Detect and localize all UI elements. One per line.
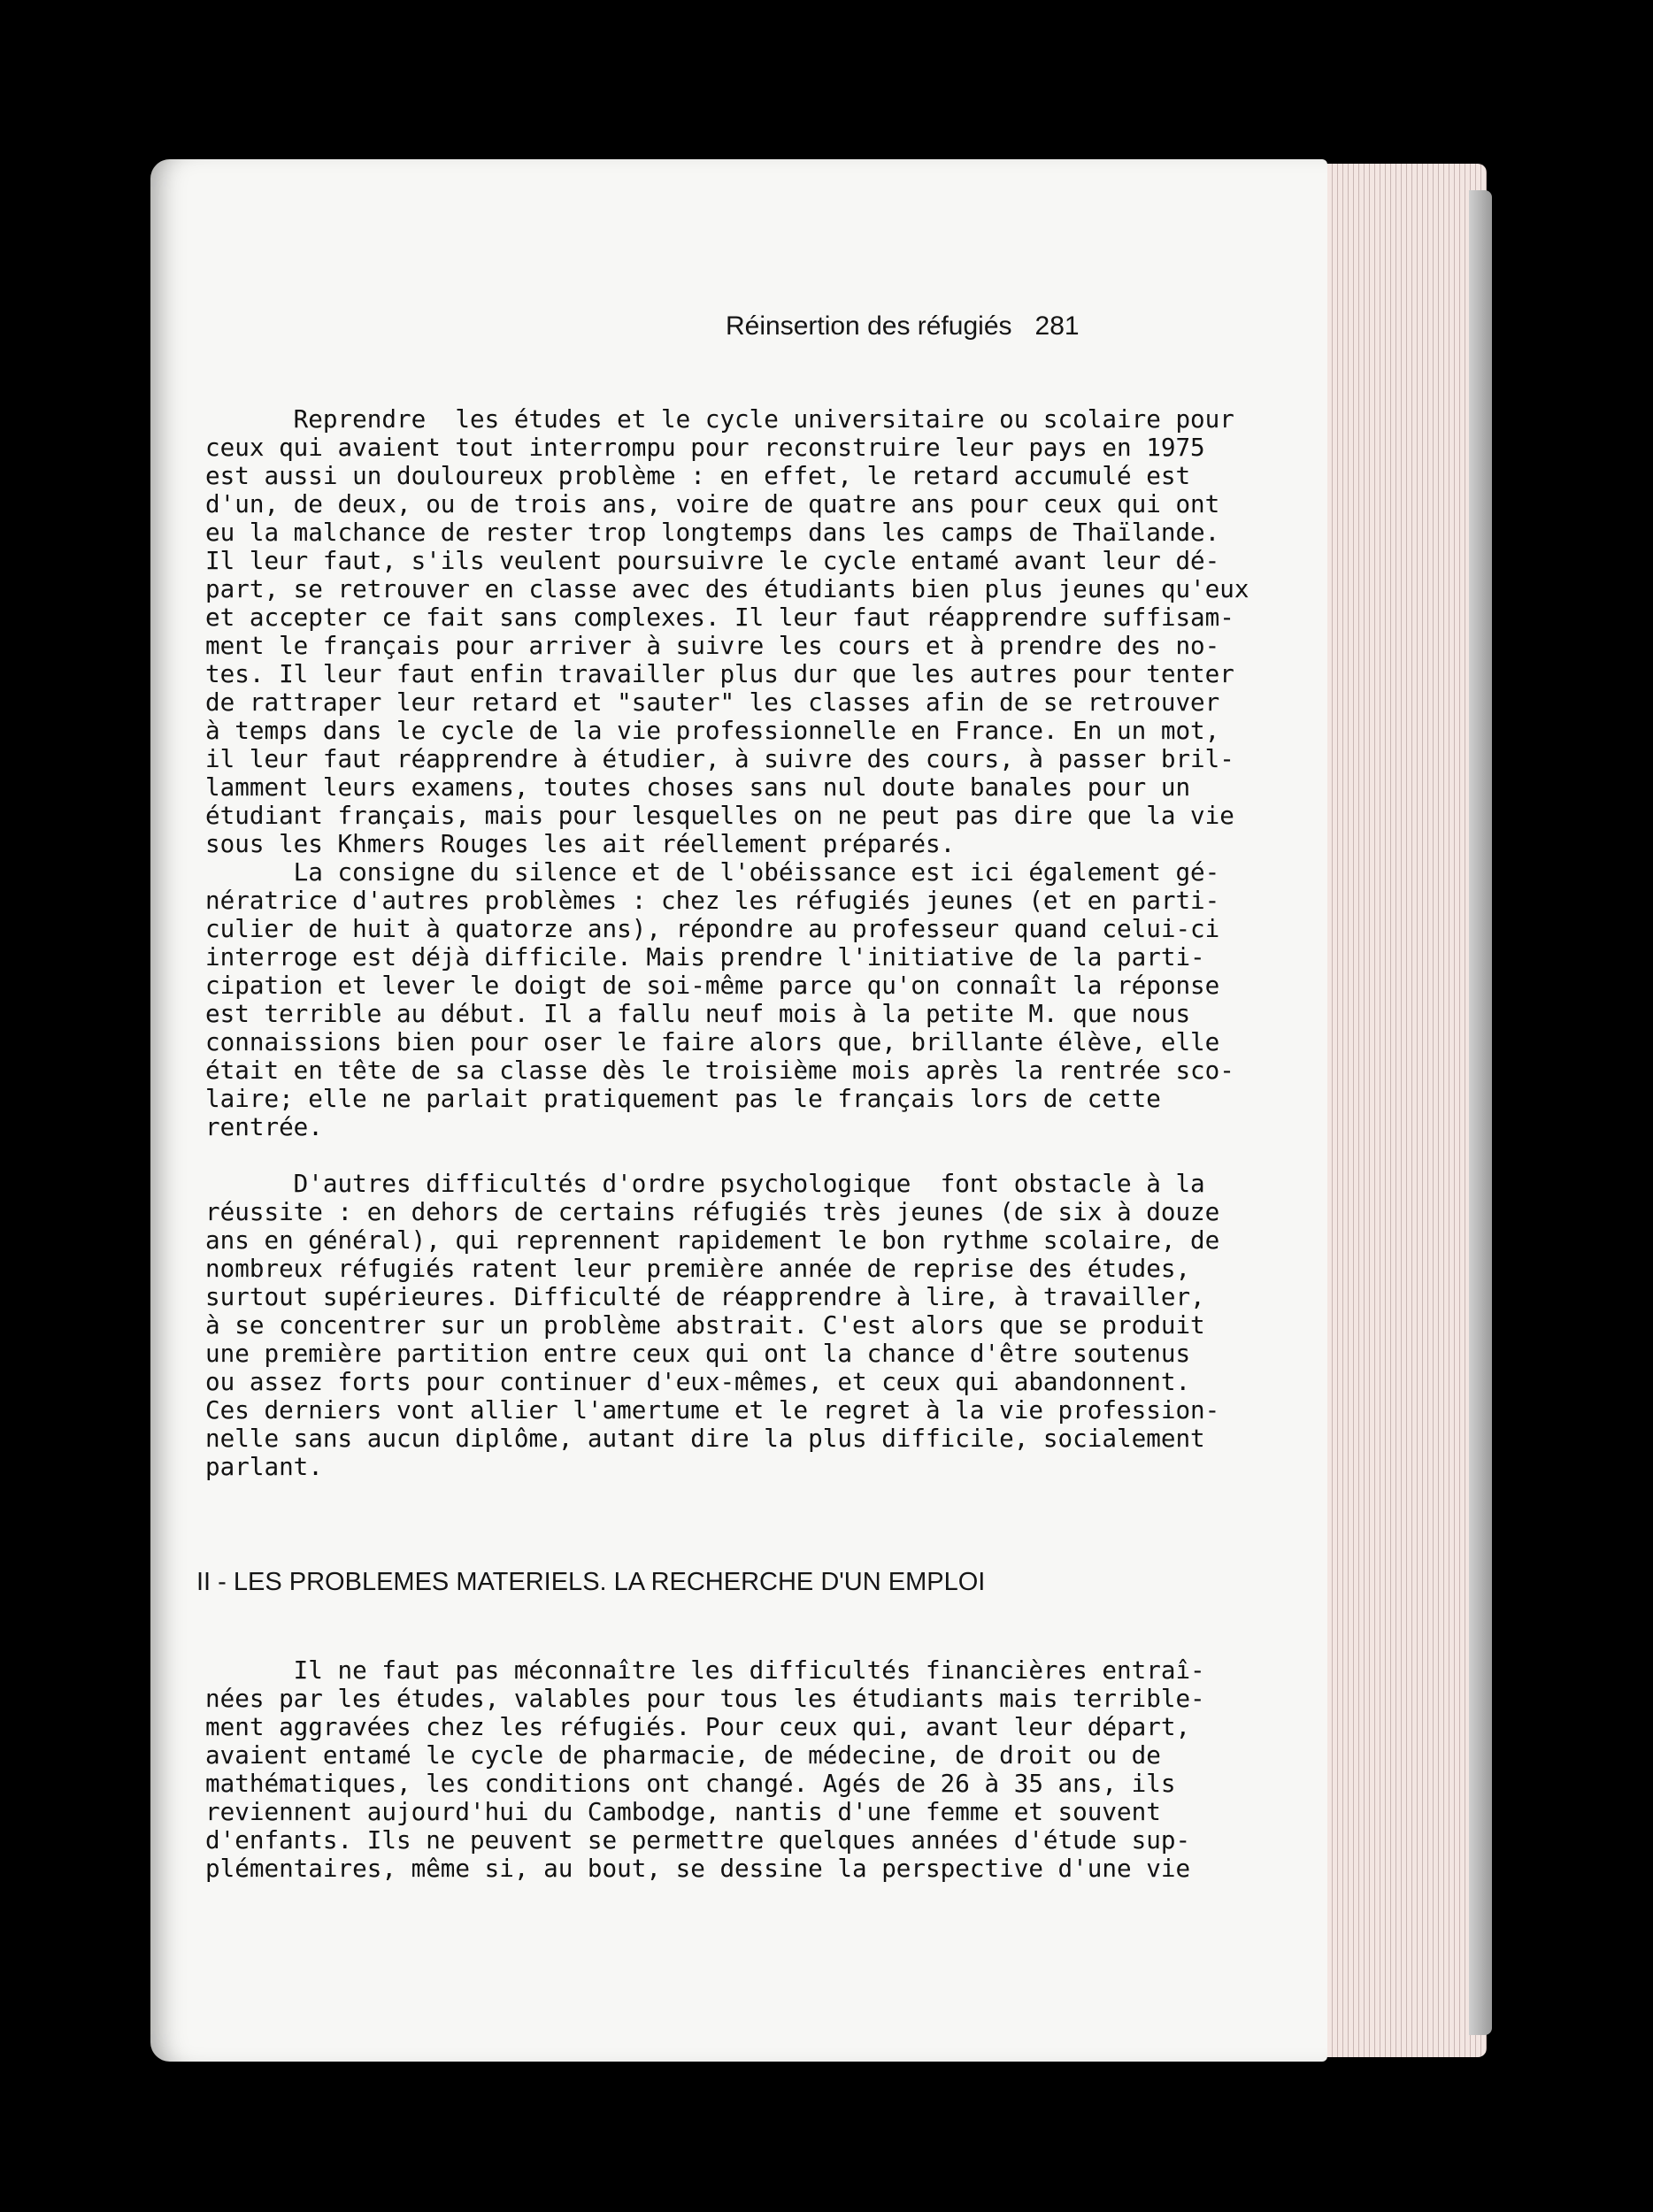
page-number: 281 <box>1034 311 1080 341</box>
body-text-top <box>205 404 1249 1481</box>
running-title: Réinsertion des réfugiés <box>726 311 1012 341</box>
paragraph-studies: Reprendre les études et le cycle universitaire ou scolaire pour ceux qui avaient tout interrompu pour reconstruire leur pays en 1975 est aussi un douloureux problème : en effet, le retard accumulé est d'un, de deux, ou de trois ans, voire de quatre ans pour ceux qui ont eu la malchance de rester trop longtemps dans les camps de Thaïlande. Il leur faut, s'ils veulent poursuivre le cycle entamé avant leur dé- part, se retrouver en classe avec des étudiants bien plus jeunes qu'eux et accepter ce fait sans complexes. Il leur faut réapprendre suffisam- ment le français pour arriver à suivre les cours et à prendre des no- tes. Il leur faut enfin travailler plus dur que les autres pour tenter de rattraper leur retard et "sauter" les classes afin de se retrouver à temps dans le cycle de la vie professionnelle en France. En un mot, il leur faut réapprendre à étudier, à suivre des cours, à passer bril- lamment leurs examens, toutes choses sans nul doute banales pour un étudiant français, mais pour lesquelles on ne peut pas dire que la vie sous les Khmers Rouges les ait réellement préparés. <box>205 404 1249 858</box>
paragraph-silence: La consigne du silence et de l'obéissance est ici également gé- nératrice d'autres problèmes : chez les réfugiés jeunes (et en parti- culier de huit à quatorze ans), répondre au professeur quand celui-ci interroge est déjà difficile. Mais prendre l'initiative de la parti- cipation et lever le doigt de soi-même parce qu'on connaît la réponse est terrible au début. Il a fallu neuf mois à la petite M. que nous connaissions bien pour oser le faire alors que, brillante élève, elle était en tête de sa classe dès le troisième mois après la rentrée sco- laire; elle ne parlait pratiquement pas le français lors de cette rentrée. <box>205 857 1234 1141</box>
section-heading: II - LES PROBLEMES MATERIELS. LA RECHERCHE D'UN EMPLOI <box>196 1568 986 1596</box>
book-back-cover <box>1469 190 1492 2035</box>
paragraph-financial: Il ne faut pas méconnaître les difficultés financières entraî- nées par les études, valables pour tous les étudiants mais terrible- ment aggravées chez les réfugiés. Pour ceux qui, avant leur départ, avaient entamé le cycle de pharmacie, de médecine, de droit ou de mathématiques, les conditions ont changé. Agés de 26 à 35 ans, ils reviennent aujourd'hui du Cambodge, nantis d'une femme et souvent d'enfants. Ils ne peuvent se permettre quelques années d'étude sup- plémentaires, même si, au bout, se dessine la perspective d'une vie <box>205 1655 1205 1883</box>
book-page-edges <box>1301 164 1487 2057</box>
running-head <box>726 311 1080 342</box>
body-text-bottom <box>205 1655 1205 1883</box>
paragraph-psychological: D'autres difficultés d'ordre psychologique font obstacle à la réussite : en dehors de certains réfugiés très jeunes (de six à douze ans en général), qui reprennent rapidement le bon rythme scolaire, de nombreux réfugiés ratent leur première année de reprise des études, surtout supérieures. Difficulté de réapprendre à lire, à travailler, à se concentrer sur un problème abstrait. C'est alors que se produit une première partition entre ceux qui ont la chance d'être soutenus ou assez forts pour continuer d'eux-mêmes, et ceux qui abandonnent. Ces derniers vont allier l'amertume et le regret à la vie profession- nelle sans aucun diplôme, autant dire la plus difficile, socialement parlant. <box>205 1169 1220 1481</box>
